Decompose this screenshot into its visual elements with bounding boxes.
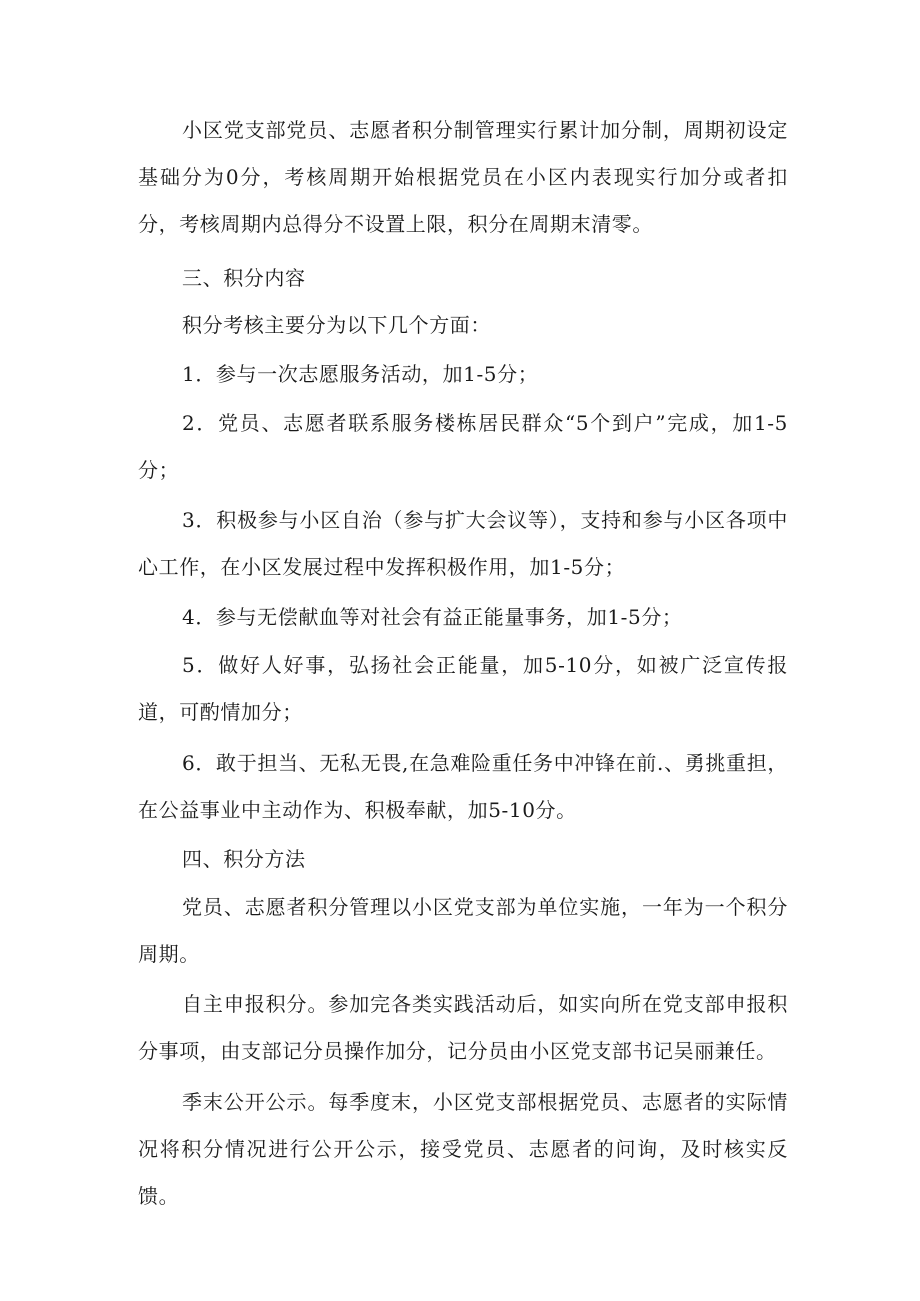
- paragraph-quarterly-publicity: 季末公开公示。每季度末，小区党支部根据党员、志愿者的实际情况将积分情况进行公开公示，接受党员、志愿者的问询，及时核实反馈。: [138, 1090, 788, 1208]
- list-item-2: 2．党员、志愿者联系服务楼栋居民群众“5个到户”完成，加1-5分；: [138, 411, 788, 482]
- section-heading-scoring-method: 四、积分方法: [182, 847, 306, 871]
- section-heading-scoring-content: 三、积分内容: [182, 266, 306, 290]
- list-item-1: 1．参与一次志愿服务活动，加1-5分；: [182, 362, 539, 386]
- list-item-3: 3．积极参与小区自治（参与扩大会议等），支持和参与小区各项中心工作，在小区发展过程中发挥积极作用，加1-5分；: [138, 508, 788, 579]
- paragraph-scoring-intro: 积分考核主要分为以下几个方面：: [182, 313, 491, 337]
- paragraph-self-report: 自主申报积分。参加完各类实践活动后，如实向所在党支部申报积分事项，由支部记分员操作加分，记分员由小区党支部书记吴丽兼任。: [138, 992, 788, 1063]
- list-item-6: 6．敢于担当、无私无畏,在急难险重任务中冲锋在前.、勇挑重担，在公益事业中主动作为、积极奉献，加5-10分。: [138, 751, 788, 822]
- list-item-5: 5．做好人好事，弘扬社会正能量，加5-10分，如被广泛宣传报道，可酌情加分；: [138, 653, 788, 724]
- list-item-4: 4．参与无偿献血等对社会有益正能量事务，加1-5分；: [182, 605, 683, 629]
- paragraph-scoring-system: 小区党支部党员、志愿者积分制管理实行累计加分制，周期初设定基础分为0分，考核周期开始根据党员在小区内表现实行加分或者扣分，考核周期内总得分不设置上限，积分在周期末清零。: [138, 118, 788, 236]
- paragraph-method-intro: 党员、志愿者积分管理以小区党支部为单位实施，一年为一个积分周期。: [138, 895, 788, 966]
